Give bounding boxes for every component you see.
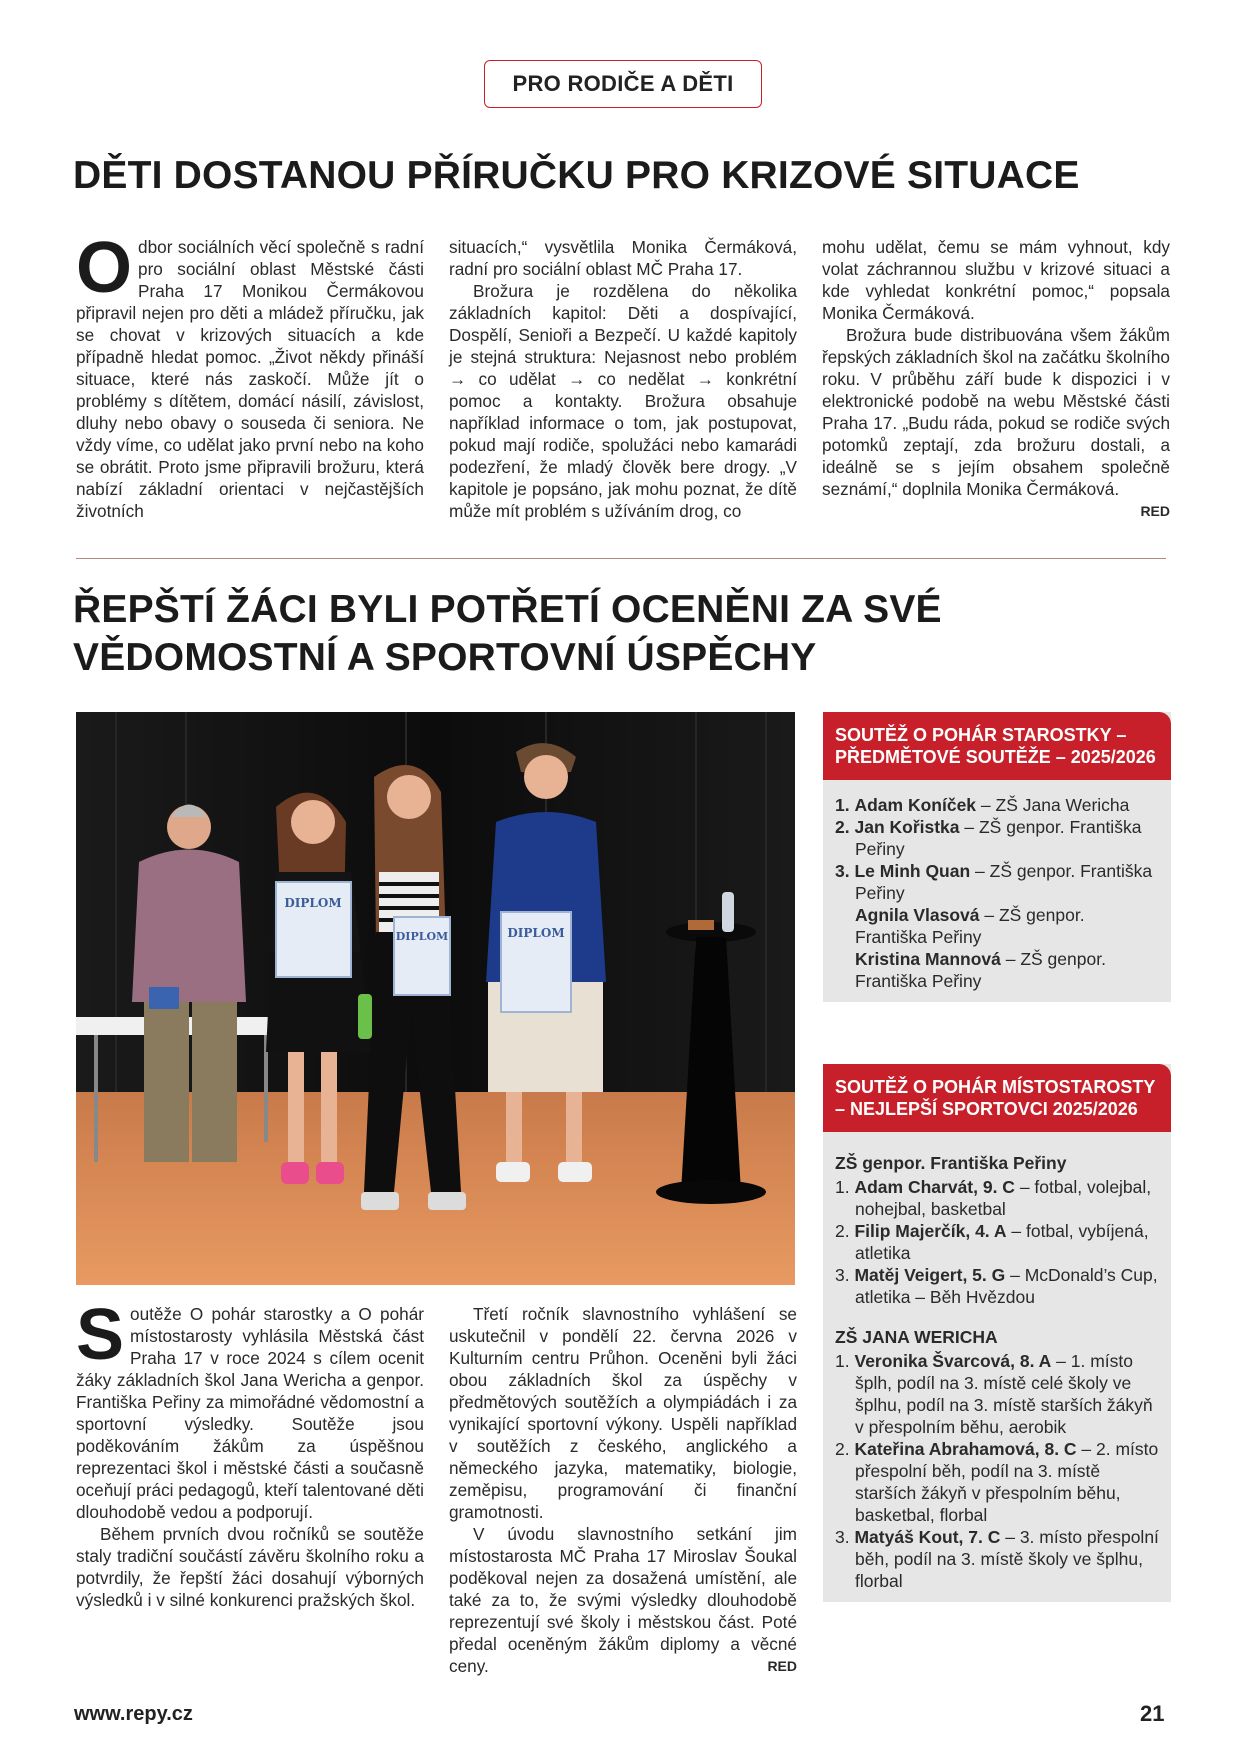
entry-name: Le Minh Quan bbox=[854, 861, 971, 881]
page-number: 21 bbox=[1140, 1701, 1165, 1726]
entry-detail: – 2. místo přespolní běh, podíl na 3. místě starších žákyň v přespolním běhu, basketbal, florbal bbox=[855, 1439, 1159, 1525]
article1-col3-p1: mohu udělat, čemu se mám vyhnout, kdy volat záchrannou službu v krizové situaci a kde vyhledat konkrétní pomoc,“ popsala Monika Čermáková. bbox=[822, 237, 1170, 323]
entry-detail: – 3. místo přespolní běh, podíl na 3. místě školy ve šplhu, florbal bbox=[855, 1527, 1159, 1591]
article2-col1-p1: outěže O pohár starostky a O pohár místostarosty vyhlásila Městská část Praha 17 v roce 2024 s cílem ocenit žáky základních škol Jana Wericha a genpor. Františka Peřiny za mimořádné vědomostní a sportovní výsledky. Soutěže jsou poděkováním žákům za úspěšnou reprezentaci škol i městské části a současně oceňují práci pedagogů, kteří talentované děti dlouhodobě vedou a podporují. bbox=[76, 1304, 424, 1522]
results-box-deputy-cup-title: SOUTĚŽ O POHÁR MÍSTOSTAROSTY – NEJLEPŠÍ SPORTOVCI 2025/2026 bbox=[823, 1064, 1171, 1132]
article2-col2 bbox=[449, 1303, 797, 1677]
result-entry bbox=[835, 1176, 1159, 1220]
result-entry bbox=[835, 904, 1159, 948]
entry-rank: 1. bbox=[835, 1351, 850, 1371]
article2-col1 bbox=[76, 1295, 424, 1611]
article1-col2-p2: Brožura je rozdělena do několika základních kapitol: Děti a dospívající, Dospělí, Senioři a Bezpečí. U každé kapitoly je stejná struktura: Nejasnost nebo problém → co udělat → co nedělat → konkrétní pomoc a kontakty. Brožura obsahuje například informace o tom, jak postupovat, pokud mají rodiče, spolužáci nebo kamarádi podezření, že mladý člověk bere drogy. „V kapitole je popsáno, jak mohu poznat, že dítě může mít problém s užíváním drog, co bbox=[449, 281, 797, 521]
entry-rank: 3. bbox=[835, 1527, 850, 1547]
entry-rank: 2. bbox=[835, 1221, 850, 1241]
result-entry bbox=[835, 794, 1159, 816]
diploma-text-2: DIPLOM bbox=[395, 930, 449, 943]
entry-name: Veronika Švarcová, 8. A bbox=[854, 1351, 1052, 1371]
entry-rank: 3. bbox=[835, 1265, 850, 1285]
entry-rank: 3. bbox=[835, 861, 850, 881]
footer-website-link[interactable]: www.repy.cz bbox=[74, 1703, 193, 1725]
entry-rank: 2. bbox=[835, 1439, 850, 1459]
entry-rank: 2. bbox=[835, 817, 850, 837]
section-tag: PRO RODIČE A DĚTI bbox=[484, 60, 762, 108]
article1-col2-p1: situacích,“ vysvětlila Monika Čermáková, radní pro sociální oblast MČ Praha 17. bbox=[449, 237, 797, 279]
diploma-text-1: DIPLOM bbox=[284, 896, 342, 910]
result-entry bbox=[835, 1438, 1159, 1526]
entry-rank: 1. bbox=[835, 1177, 850, 1197]
result-entry bbox=[835, 948, 1159, 992]
result-entry bbox=[835, 1264, 1159, 1308]
section-divider bbox=[76, 558, 1166, 559]
article1-col1-text: dbor sociálních věcí společně s radní pro sociální oblast Městské části Praha 17 Monikou Čermákovou připravil nejen pro děti a mládež příručku, jak se chovat v krizových situacích a kde případně hledat pomoc. „Život někdy přináší situace, které nás zaskočí. Může jít o problémy s dítětem, domácí násilí, závislost, dluhy nebo obavy o souseda či seniora. Ne vždy víme, co udělat jako první nebo na koho se obrátit. Proto jsme připravili brožuru, která nabízí základní orientaci v nejčastějších životních bbox=[76, 237, 424, 521]
school-group-title: ZŠ genpor. Františka Peřiny bbox=[835, 1153, 1067, 1173]
article2-dropcap: S bbox=[76, 1295, 125, 1375]
diploma-text-3: DIPLOM bbox=[507, 926, 565, 940]
article1-dropcap: O bbox=[76, 228, 133, 308]
article1-col2 bbox=[449, 236, 797, 522]
entry-school: – ZŠ Jana Wericha bbox=[976, 795, 1130, 815]
entry-school: – ZŠ genpor. Františka Peřiny bbox=[855, 949, 1106, 991]
entry-school: – ZŠ genpor. Františka Peřiny bbox=[855, 817, 1142, 859]
entry-rank: 1. bbox=[835, 795, 850, 815]
article2-title-line1: ŘEPŠTÍ ŽÁCI BYLI POTŘETÍ OCENĚNI ZA SVÉ bbox=[73, 588, 942, 631]
article1-col1 bbox=[76, 228, 424, 522]
entry-name: Filip Majerčík, 4. A bbox=[854, 1221, 1007, 1241]
result-entry bbox=[835, 816, 1159, 860]
entry-name: Agnila Vlasová bbox=[855, 905, 980, 925]
article1-col3-p2: Brožura bude distribuována všem žákům řepských základních škol na začátku školního roku. V průběhu září bude k dispozici i v elektronické podobě na webu Městské části Praha 17. „Budu ráda, pokud se rodiče svých potomků zeptají, zda brožuru dostali, a ideálně se s jejím obsahem společně seznámí,“ doplnila Monika Čermáková. bbox=[822, 325, 1170, 499]
entry-detail: – fotbal, volejbal, nohejbal, basketbal bbox=[855, 1177, 1152, 1219]
article2-signature: RED bbox=[767, 1658, 797, 1674]
entry-detail: – fotbal, vybíjená, atletika bbox=[855, 1221, 1149, 1263]
entry-name: Matěj Veigert, 5. G bbox=[854, 1265, 1006, 1285]
article1-title: DĚTI DOSTANOU PŘÍRUČKU PRO KRIZOVÉ SITUACE bbox=[73, 154, 1080, 197]
article2-col2-p1: Třetí ročník slavnostního vyhlášení se uskutečnil v pondělí 22. června 2026 v Kulturním centru Průhon. Oceněni byli žáci obou základních škol za úspěchy v předmětových soutěžích a olympiádách i za vynikající sportovní výkony. Uspěli například v soutěžích z českého, anglického a německého jazyka, matematiky, biologie, zeměpisu, programování či finanční gramotnosti. bbox=[449, 1304, 797, 1522]
article2-col2-p2: V úvodu slavnostního setkání jim místostarosta MČ Praha 17 Miroslav Šoukal poděkoval nejen za dosažená umístění, ale také za to, že svými výsledky dlouhodobě reprezentují své školy i městskou část. Poté předal oceněným žákům diplomy a věcné ceny. bbox=[449, 1524, 797, 1676]
article2-title-line2: VĚDOMOSTNÍ A SPORTOVNÍ ÚSPĚCHY bbox=[73, 636, 817, 679]
results-box-deputy-cup bbox=[823, 1064, 1171, 1602]
entry-name: Jan Kořistka bbox=[854, 817, 960, 837]
entry-name: Kristina Mannová bbox=[855, 949, 1001, 969]
award-photo bbox=[76, 712, 795, 1285]
results-box-mayor-cup-body bbox=[823, 780, 1171, 1002]
school-group-title: ZŠ JANA WERICHA bbox=[835, 1327, 998, 1347]
article2-col1-p2: Během prvních dvou ročníků se soutěže staly tradiční součástí závěru školního roku a potvrdily, že řepští žáci dosahují výborných výsledků i v silné konkurenci pražských škol. bbox=[76, 1524, 424, 1610]
entry-school: – ZŠ genpor. Františka Peřiny bbox=[855, 861, 1153, 903]
results-box-mayor-cup bbox=[823, 712, 1171, 1002]
article2-title bbox=[73, 586, 1173, 682]
entry-detail: – McDonald’s Cup, atletika – Běh Hvězdou bbox=[855, 1265, 1158, 1307]
entry-name: Adam Charvát, 9. C bbox=[854, 1177, 1015, 1197]
results-box-mayor-cup-title: SOUTĚŽ O POHÁR STAROSTKY – PŘEDMĚTOVÉ SOUTĚŽE – 2025/2026 bbox=[823, 712, 1171, 780]
article1-signature: RED bbox=[1140, 503, 1170, 519]
entry-detail: – 1. místo šplh, podíl na 3. místě celé školy ve šplhu, podíl na 3. místě starších žákyň v přespolním běhu, aerobik bbox=[855, 1351, 1153, 1437]
results-box-deputy-cup-body bbox=[823, 1132, 1171, 1602]
result-entry bbox=[835, 1220, 1159, 1264]
result-entry bbox=[835, 1526, 1159, 1592]
result-entry bbox=[835, 860, 1159, 904]
result-entry bbox=[835, 1350, 1159, 1438]
article1-col3 bbox=[822, 236, 1170, 522]
entry-school: – ZŠ genpor. Františka Peřiny bbox=[855, 905, 1085, 947]
entry-name: Adam Koníček bbox=[854, 795, 977, 815]
entry-name: Matyáš Kout, 7. C bbox=[854, 1527, 1001, 1547]
award-photo-illustration bbox=[76, 712, 795, 1285]
entry-name: Kateřina Abrahamová, 8. C bbox=[854, 1439, 1077, 1459]
